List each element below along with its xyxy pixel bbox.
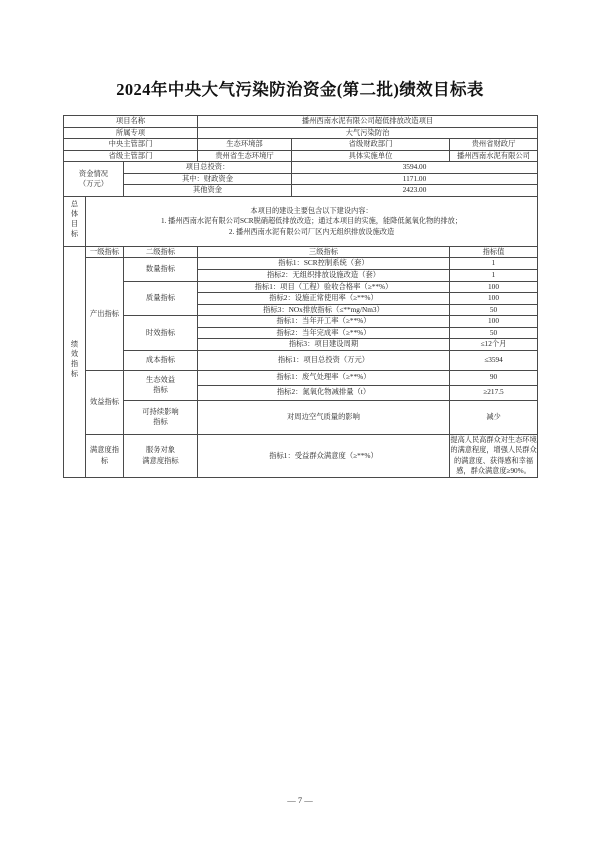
table-row (64, 400, 538, 434)
performance-label (64, 246, 86, 477)
project-name-value: 播州西南水泥有限公司超低排放改造项目 (198, 116, 538, 128)
implementing-unit-label: 具体实施单位 (292, 150, 450, 162)
table-row (64, 197, 538, 247)
level1-output-indicator: 产出指标 (86, 258, 124, 370)
special-program-value: 大气污染防治 (198, 127, 538, 139)
level2-label-line: 指标 (153, 385, 168, 395)
indicator-value: 90 (450, 370, 538, 385)
level2-label-line: 指标 (153, 417, 168, 427)
level2-quality-indicator: 质量指标 (124, 281, 198, 316)
central-dept-label: 中央主管部门 (64, 139, 198, 151)
overall-goal-body (86, 197, 538, 247)
level2-sustainability-indicator (124, 400, 198, 434)
funding-row-name: 项目总投资： (124, 162, 292, 174)
funding-label-line1: 资金情况 (78, 168, 109, 178)
provincial-finance-label: 省级财政部门 (292, 139, 450, 151)
indicator-value: 提高人民高群众对生态环境的满意程度，增强人民群众的满意度、获得感和幸福感，群众满意度≥90%。 (450, 435, 537, 476)
table-row (64, 139, 538, 151)
table-row (64, 370, 538, 385)
indicator-value: 1 (450, 258, 538, 270)
performance-target-table (63, 115, 538, 478)
indicator-value: 100 (450, 316, 538, 328)
overall-goal-line: 1. 播州西南水泥有限公司SCR脱硝超低排放改造；通过本项目的实施，能降低氮氧化物的排放； (160, 217, 463, 226)
provincial-dept-value: 贵州省生态环境厅 (198, 150, 292, 162)
page-number-footer: — 7 — (287, 795, 313, 805)
table-row (64, 116, 538, 128)
level1-satisfaction-indicator: 满意度指标 (86, 434, 124, 477)
implementing-unit-value: 播州西南水泥有限公司 (450, 150, 538, 162)
column-header-level2: 二级指标 (124, 246, 198, 258)
table-row (64, 162, 538, 174)
column-header-value: 指标值 (450, 246, 538, 258)
indicator-value: ≥217.5 (450, 385, 538, 400)
special-program-label: 所属专项 (64, 127, 198, 139)
funding-row-value: 2423.00 (292, 185, 538, 197)
table-row (64, 185, 538, 197)
level3-indicator: 指标3：项目建设周期 (198, 339, 450, 351)
indicator-value: 减少 (450, 400, 538, 434)
level3-indicator: 指标2：设施正常使用率（≥**%） (198, 293, 450, 305)
table-row (64, 150, 538, 162)
level3-indicator: 指标2：氮氧化物减排量（t） (198, 385, 450, 400)
level2-service-satisfaction-indicator (124, 434, 198, 477)
level2-label-line: 生态效益 (145, 374, 176, 384)
level2-cost-indicator: 成本指标 (124, 351, 198, 371)
funding-row-name: 其中：财政资金 (124, 173, 292, 185)
level1-benefit-indicator: 效益指标 (86, 370, 124, 434)
performance-label-text: 绩效指标 (70, 340, 80, 380)
indicator-value: ≤3594 (450, 351, 538, 371)
level2-ecological-benefit-indicator (124, 370, 198, 400)
level3-indicator: 指标3：NOx排放指标（≤**mg/Nm3） (198, 304, 450, 316)
level2-quantity-indicator: 数量指标 (124, 258, 198, 281)
table-row (64, 316, 538, 328)
overall-goal-label-text: 总体目标 (70, 200, 80, 240)
level3-indicator: 对周边空气质量的影响 (198, 400, 450, 434)
provincial-dept-label: 省级主管部门 (64, 150, 198, 162)
column-header-level1: 一级指标 (86, 246, 124, 258)
level3-indicator: 指标1：SCR控制系统（套） (198, 258, 450, 270)
level3-indicator: 指标1：当年开工率（≥**%） (198, 316, 450, 328)
level2-label-line: 可持续影响 (142, 406, 179, 416)
table-row (64, 258, 538, 270)
level3-indicator: 指标1：项目（工程）验收合格率（≥**%） (198, 281, 450, 293)
column-header-level3: 三级指标 (198, 246, 450, 258)
level2-label-line: 满意度指标 (142, 455, 179, 465)
indicator-value: 100 (450, 281, 538, 293)
funding-row-value: 3594.00 (292, 162, 538, 174)
page-title: 2024年中央大气污染防治资金(第二批)绩效目标表 (116, 80, 484, 99)
indicator-value: ≤12个月 (450, 339, 538, 351)
funding-label-line2: （万元） (78, 179, 109, 189)
funding-label (64, 162, 124, 197)
table-row (64, 434, 538, 477)
overall-goal-label (64, 197, 86, 247)
indicator-value: 100 (450, 293, 538, 305)
funding-row-name: 其他资金 (124, 185, 292, 197)
indicator-value: 50 (450, 327, 538, 339)
level2-timeliness-indicator: 时效指标 (124, 316, 198, 351)
project-name-label: 项目名称 (64, 116, 198, 128)
table-row (64, 173, 538, 185)
indicator-value: 1 (450, 269, 538, 281)
table-row (64, 351, 538, 371)
overall-goal-line: 本项目的建设主要包含以下建设内容： (250, 206, 373, 215)
level3-indicator: 指标2：无组织排放设施改造（套） (198, 269, 450, 281)
level2-label-line: 服务对象 (145, 445, 176, 455)
table-row (64, 246, 538, 258)
table-row (64, 281, 538, 293)
central-dept-value: 生态环境部 (198, 139, 292, 151)
funding-row-value: 1171.00 (292, 173, 538, 185)
table-row (64, 127, 538, 139)
level3-indicator: 指标2：当年完成率（≥**%） (198, 327, 450, 339)
level3-indicator: 指标1：废气处理率（≥**%） (198, 370, 450, 385)
provincial-finance-value: 贵州省财政厅 (450, 139, 538, 151)
overall-goal-line: 2. 播州西南水泥有限公司厂区内无组织排放设施改造 (228, 227, 395, 236)
indicator-value: 50 (450, 304, 538, 316)
level3-indicator: 指标1：项目总投资（万元） (198, 351, 450, 371)
level3-indicator: 指标1：受益群众满意度（≥**%） (198, 434, 450, 477)
